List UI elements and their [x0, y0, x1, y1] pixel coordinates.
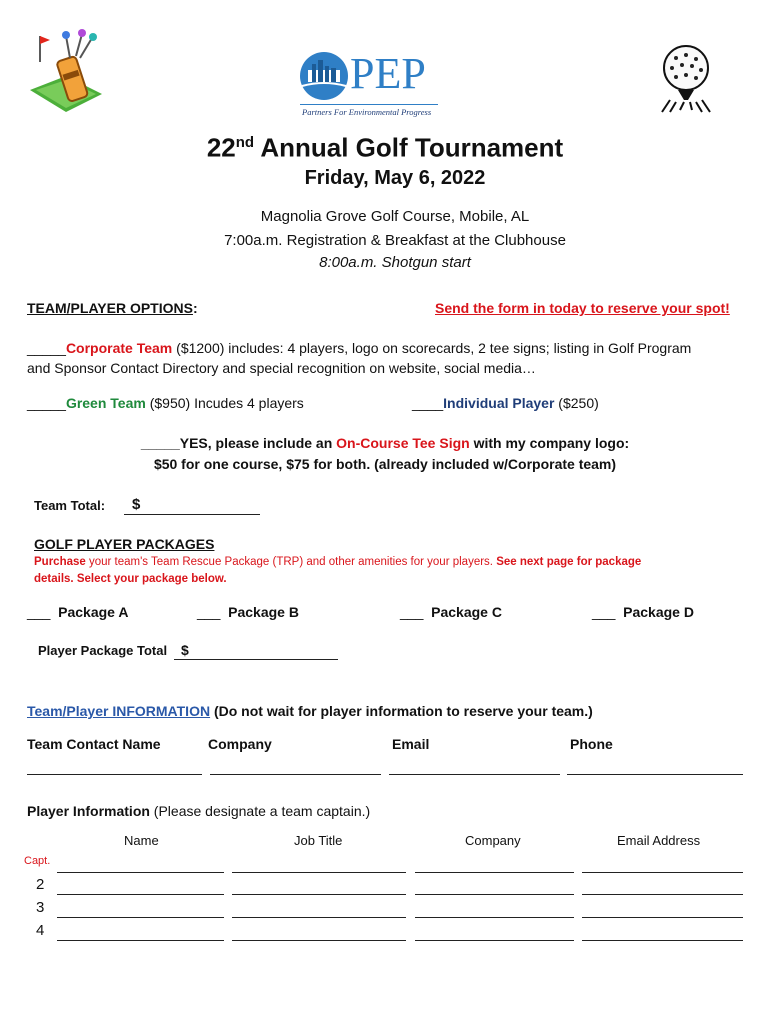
registration-text: 7:00a.m. Registration & Breakfast at the Clubhouse: [224, 232, 566, 249]
team-total-field[interactable]: [124, 514, 260, 515]
contact-col-company: Company: [208, 736, 272, 752]
package-a-option[interactable]: ___ Package A: [27, 604, 129, 620]
event-date: Friday, May 6, 2022: [304, 167, 486, 189]
package-d-option[interactable]: ___ Package D: [592, 604, 694, 620]
contact-col-phone: Phone: [570, 736, 613, 752]
player-4-email-field[interactable]: [582, 940, 743, 941]
info-heading-link[interactable]: Team/Player INFORMATION: [27, 703, 211, 719]
green-team-option[interactable]: _____Green Team ($950) Incudes 4 players: [27, 395, 304, 411]
reserve-cta: Send the form in today to reserve your spot!: [435, 300, 730, 316]
player-info-heading: Player Information (Please designate a team captain.): [27, 803, 371, 819]
golf-ball-icon: [656, 44, 716, 116]
contact-col-name: Team Contact Name: [27, 736, 161, 752]
contact-phone-field[interactable]: [567, 774, 743, 775]
package-total-field[interactable]: [174, 659, 338, 660]
player-captain-name-field[interactable]: [57, 872, 224, 873]
logo-tagline: Partners For Environmental Progress: [302, 107, 432, 117]
contact-company-field[interactable]: [210, 774, 381, 775]
individual-player-option[interactable]: ____Individual Player ($250): [412, 395, 599, 411]
player-2-title-field[interactable]: [232, 894, 406, 895]
player-col-email: Email Address: [617, 833, 701, 848]
package-b-option[interactable]: ___ Package B: [197, 604, 299, 620]
options-heading: TEAM/PLAYER OPTIONS:: [27, 300, 198, 316]
player-4-company-field[interactable]: [415, 940, 574, 941]
packages-description-cont: details. Select your package below.: [34, 573, 227, 585]
team-total-label: Team Total:: [34, 498, 106, 513]
captain-label: Capt.: [24, 855, 51, 867]
tee-sign-option[interactable]: _____YES, please include an On-Course Tee Sign with my company logo:: [140, 435, 630, 451]
player-captain-title-field[interactable]: [232, 872, 406, 873]
package-total-label: Player Package Total: [38, 643, 168, 658]
player-2-email-field[interactable]: [582, 894, 743, 895]
player-3-name-field[interactable]: [57, 917, 224, 918]
player-3-email-field[interactable]: [582, 917, 743, 918]
corporate-team-description: and Sponsor Contact Directory and special recognition on website, social media…: [27, 360, 536, 376]
globe-skyline-icon: [298, 50, 350, 102]
package-total-dollar: $: [181, 642, 189, 658]
row-number-4: 4: [36, 922, 45, 939]
page-title: 22nd Annual Golf Tournament: [206, 132, 564, 163]
player-2-name-field[interactable]: [57, 894, 224, 895]
player-col-company: Company: [465, 833, 521, 848]
shotgun-text: 8:00a.m. Shotgun start: [319, 254, 471, 271]
player-3-title-field[interactable]: [232, 917, 406, 918]
venue-text: Magnolia Grove Golf Course, Mobile, AL: [260, 208, 530, 225]
player-3-company-field[interactable]: [415, 917, 574, 918]
player-4-name-field[interactable]: [57, 940, 224, 941]
packages-heading: GOLF PLAYER PACKAGES: [34, 536, 215, 552]
player-4-title-field[interactable]: [232, 940, 406, 941]
contact-email-field[interactable]: [389, 774, 560, 775]
tee-sign-pricing: $50 for one course, $75 for both. (already included w/Corporate team): [153, 456, 617, 472]
player-col-job-title: Job Title: [294, 833, 343, 848]
golf-bag-icon: [26, 28, 108, 114]
contact-name-field[interactable]: [27, 774, 202, 775]
player-captain-company-field[interactable]: [415, 872, 574, 873]
row-number-3: 3: [36, 899, 45, 916]
team-total-dollar: $: [132, 496, 141, 513]
package-c-option[interactable]: ___ Package C: [400, 604, 502, 620]
info-heading: Team/Player INFORMATION (Do not wait for player information to reserve your team.): [27, 703, 593, 719]
player-col-name: Name: [124, 833, 159, 848]
player-2-company-field[interactable]: [415, 894, 574, 895]
pep-logo: [298, 50, 440, 120]
contact-col-email: Email: [392, 736, 430, 752]
corporate-team-option[interactable]: _____Corporate Team ($1200) includes: 4 players, logo on scorecards, 2 tee signs; listing in Golf Program: [27, 340, 692, 356]
player-captain-email-field[interactable]: [582, 872, 743, 873]
logo-name: PEP: [350, 49, 426, 98]
row-number-2: 2: [36, 876, 45, 893]
packages-description: Purchase your team's Team Rescue Package (TRP) and other amenities for your players. See next page for package: [34, 556, 642, 568]
